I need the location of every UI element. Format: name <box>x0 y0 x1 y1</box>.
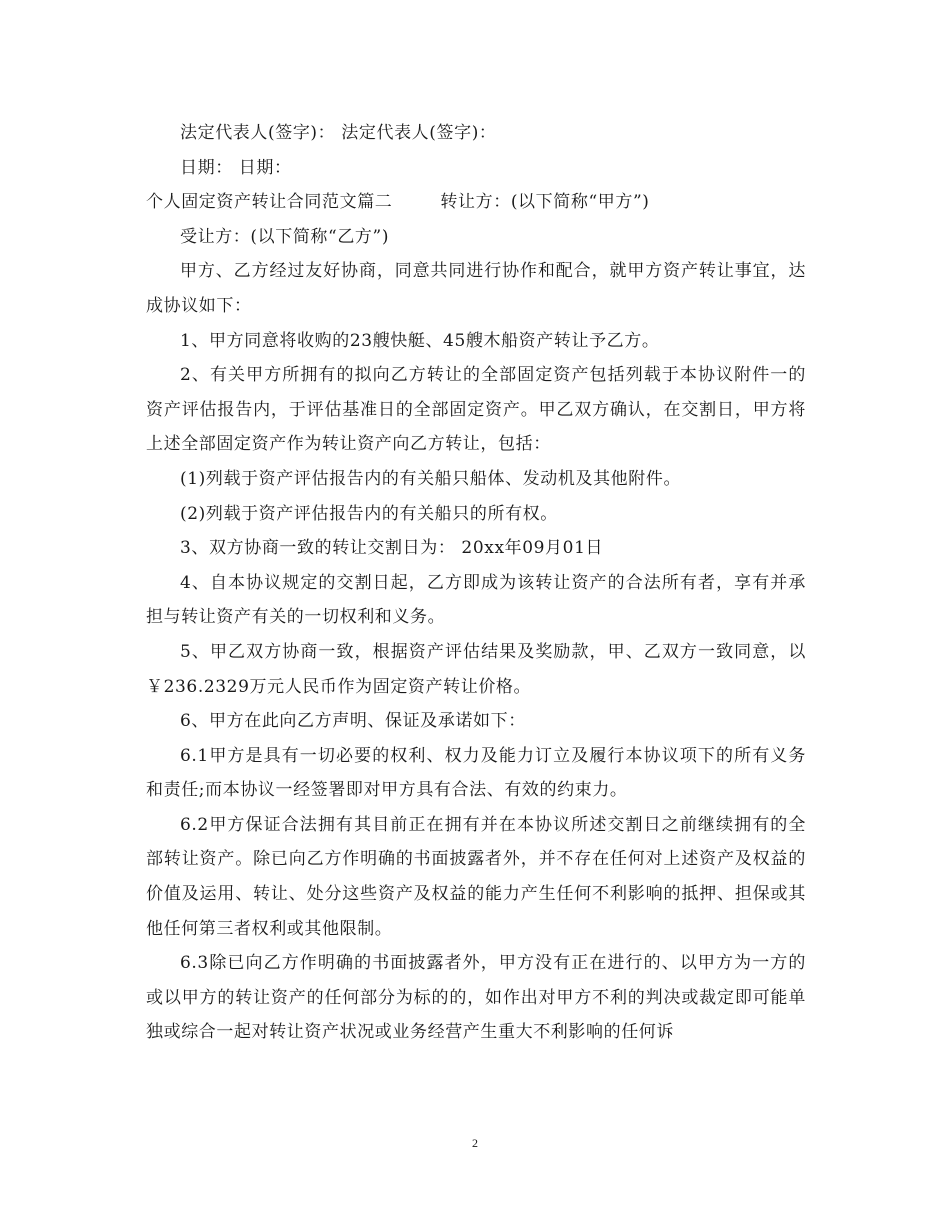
paragraph: 个人固定资产转让合同范文篇二 转让方：(以下简称“甲方”) <box>146 192 650 213</box>
paragraph: 6.1甲方是具有一切必要的权利、权力及能力订立及履行本协议项下的所有义务和责任;而本协议一经签署即对甲方具有合法、有效的约束力。 <box>146 745 806 801</box>
paragraph: 6.2甲方保证合法拥有其目前正在拥有并在本协议所述交割日之前继续拥有的全部转让资产。除已向乙方作明确的书面披露者外，并不存在任何对上述资产及权益的价值及运用、转让、处分这些资产及权益的能力产生任何不利影响的抵押、担保或其他任何第三者权利或其他限制。 <box>146 814 806 939</box>
paragraph: (1)列载于资产评估报告内的有关船只船体、发动机及其他附件。 <box>180 468 682 489</box>
paragraph: 3、双方协商一致的转让交割日为： 20xx年09月01日 <box>180 538 604 559</box>
paragraph: 法定代表人(签字)： 法定代表人(签字)： <box>180 123 497 143</box>
paragraph: 6、甲方在此向乙方声明、保证及承诺如下： <box>180 711 526 732</box>
page-number: 2 <box>472 1136 478 1150</box>
paragraph: 6.3除已向乙方作明确的书面披露者外，甲方没有正在进行的、以甲方为一方的或以甲方的转让资产的任何部分为标的的，如作出对甲方不利的判决或裁定即可能单独或综合一起对转让资产状况或业务经营产生重大不利影响的任何诉 <box>146 953 806 1043</box>
paragraph: 2、有关甲方所拥有的拟向乙方转让的全部固定资产包括列载于本协议附件一的资产评估报告内，于评估基准日的全部固定资产。甲乙双方确认，在交割日，甲方将上述全部固定资产作为转让资产向乙方转让，包括： <box>146 365 806 455</box>
paragraph: 甲方、乙方经过友好协商，同意共同进行协作和配合，就甲方资产转让事宜，达成协议如下： <box>146 261 806 316</box>
paragraph: 1、甲方同意将收购的23艘快艇、45艘木船资产转让予乙方。 <box>180 330 660 351</box>
paragraph: 受让方：(以下简称“乙方”) <box>180 226 390 247</box>
paragraph: 5、甲乙双方协商一致，根据资产评估结果及奖励款，甲、乙双方一致同意，以￥236.2329万元人民币作为固定资产转让价格。 <box>146 641 806 697</box>
paragraph: 日期： 日期： <box>180 157 292 178</box>
document-body <box>146 116 806 1050</box>
paragraph: 4、自本协议规定的交割日起，乙方即成为该转让资产的合法所有者，享有并承担与转让资产有关的一切权利和义务。 <box>146 572 806 628</box>
paragraph: (2)列载于资产评估报告内的有关船只的所有权。 <box>180 503 558 524</box>
